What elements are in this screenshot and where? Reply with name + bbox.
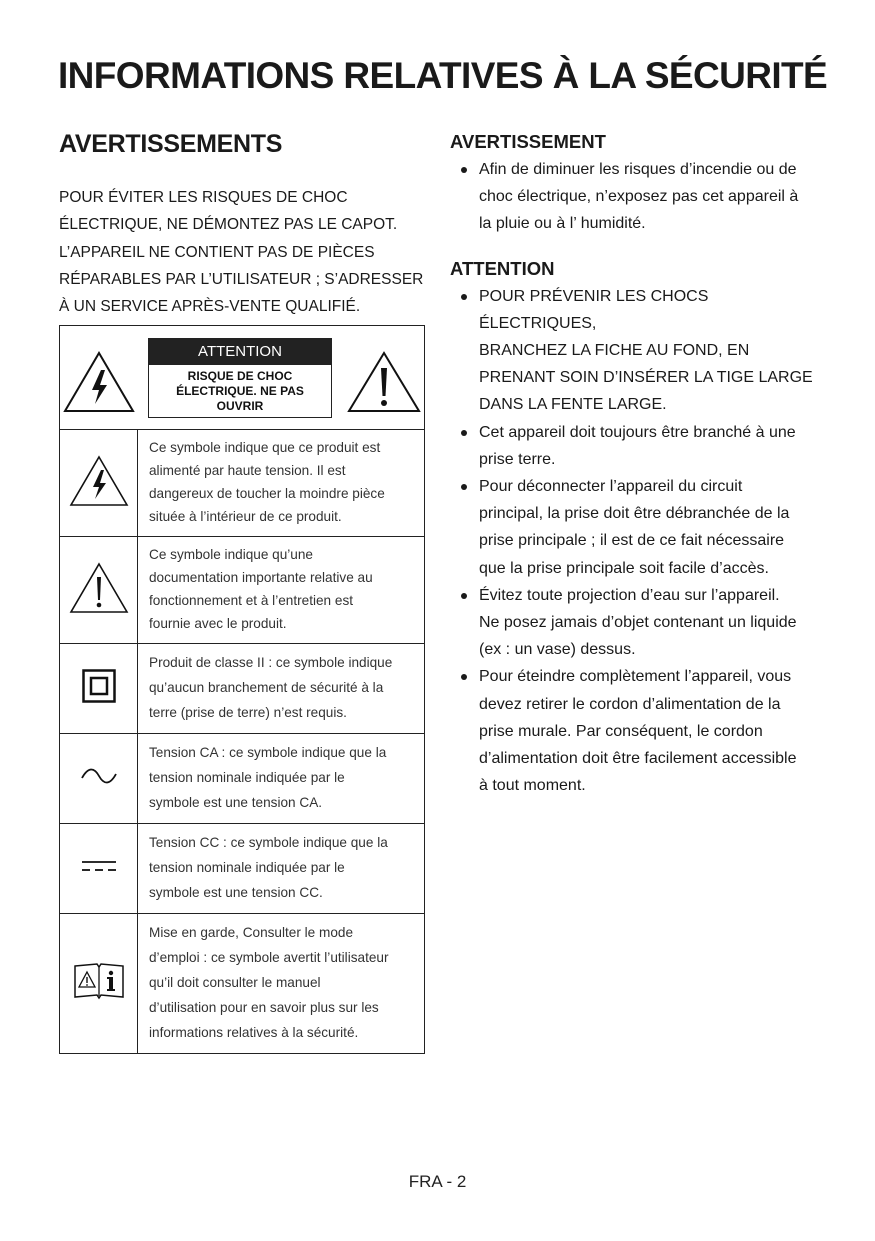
symbol-row bbox=[60, 537, 425, 644]
list-item bbox=[450, 283, 820, 419]
list-line: prise murale. Par conséquent, le cordon bbox=[479, 722, 763, 740]
symbol-row bbox=[60, 914, 425, 1054]
lightning-triangle-icon bbox=[62, 350, 136, 414]
attention-list bbox=[450, 283, 820, 800]
symbol-description bbox=[138, 734, 425, 824]
list-line: Afin de diminuer les risques d’incendie ou de bbox=[479, 161, 797, 178]
symbol-cell bbox=[60, 644, 138, 734]
list-item bbox=[450, 663, 820, 799]
double-square-icon bbox=[82, 669, 116, 703]
warning-line: POUR ÉVITER LES RISQUES DE CHOC bbox=[59, 189, 348, 206]
description-line: alimenté par haute tension. Il est bbox=[149, 463, 346, 478]
symbol-row bbox=[60, 644, 425, 734]
description-line: qu’aucun branchement de sécurité à la bbox=[149, 680, 384, 695]
description-line: informations relatives à la sécurité. bbox=[149, 1025, 359, 1040]
list-item bbox=[450, 419, 820, 473]
manual-book-icon bbox=[73, 962, 125, 1000]
symbol-row bbox=[60, 824, 425, 914]
page-title: INFORMATIONS RELATIVES À LA SÉCURITÉ bbox=[58, 55, 828, 96]
caution-label-title: ATTENTION bbox=[149, 339, 331, 365]
page-number: FRA - 2 bbox=[408, 1172, 467, 1191]
symbol-cell bbox=[60, 824, 138, 914]
list-line: Évitez toute projection d’eau sur l’appareil. bbox=[479, 586, 780, 604]
list-item bbox=[450, 582, 820, 664]
symbol-description bbox=[138, 824, 425, 914]
exclamation-triangle-icon bbox=[346, 350, 422, 414]
list-line: PRENANT SOIN D’INSÉRER LA TIGE LARGE bbox=[479, 369, 813, 387]
description-line: fonctionnement et à l’entretien est bbox=[149, 593, 354, 608]
description-line: documentation importante relative au bbox=[149, 570, 373, 585]
list-line: Pour éteindre complètement l’appareil, vous bbox=[479, 668, 792, 686]
symbol-row bbox=[60, 734, 425, 824]
list-line: prise principale ; il est de ce fait nécessaire bbox=[479, 532, 785, 550]
list-line: d’alimentation doit être facilement accessible bbox=[479, 750, 797, 768]
list-line: Pour déconnecter l’appareil du circuit bbox=[479, 478, 743, 496]
symbol-row bbox=[60, 430, 425, 537]
description-line: Produit de classe II : ce symbole indique bbox=[149, 655, 393, 670]
description-line: d’utilisation pour en savoir plus sur les bbox=[149, 1000, 379, 1015]
symbol-description bbox=[138, 537, 425, 644]
description-line: tension nominale indiquée par le bbox=[149, 770, 345, 785]
list-line: la pluie ou à l’ humidité. bbox=[479, 215, 646, 233]
warning-list bbox=[450, 156, 820, 238]
description-line: d’emploi : ce symbole avertit l’utilisateur bbox=[149, 950, 389, 965]
list-line: prise terre. bbox=[479, 450, 556, 468]
list-line: à tout moment. bbox=[479, 777, 586, 795]
dc-lines-icon bbox=[81, 858, 117, 874]
list-line: choc électrique, n’exposez pas cet appareil à bbox=[479, 188, 799, 206]
list-line: principal, la prise doit être débranchée de la bbox=[479, 505, 790, 523]
description-line: Ce symbole indique que ce produit est bbox=[149, 440, 381, 455]
symbol-cell bbox=[60, 914, 138, 1054]
right-column bbox=[450, 128, 820, 799]
warning-line: ÉLECTRIQUE, NE DÉMONTEZ PAS LE CAPOT. bbox=[59, 216, 398, 234]
exclamation-triangle-icon bbox=[68, 561, 130, 615]
description-line: dangereux de toucher la moindre pièce bbox=[149, 486, 385, 501]
caution-label-line: RISQUE DE CHOC bbox=[187, 369, 293, 383]
caution-label-line: OUVRIR bbox=[216, 399, 264, 413]
ac-wave-icon bbox=[80, 767, 118, 785]
list-line: Cet appareil doit toujours être branché à une bbox=[479, 423, 796, 441]
description-line: qu’il doit consulter le manuel bbox=[149, 975, 321, 990]
description-line: Tension CA : ce symbole indique que la bbox=[149, 745, 387, 760]
list-item bbox=[450, 473, 820, 582]
list-line: Ne posez jamais d’objet contenant un liquide bbox=[479, 614, 797, 632]
list-line: DANS LA FENTE LARGE. bbox=[479, 396, 667, 414]
description-line: située à l’intérieur de ce produit. bbox=[149, 509, 342, 524]
symbol-description bbox=[138, 430, 425, 537]
description-line: tension nominale indiquée par le bbox=[149, 860, 345, 875]
warnings-section bbox=[59, 126, 427, 320]
warning-heading: AVERTISSEMENT bbox=[450, 131, 606, 152]
list-line: (ex : un vase) dessus. bbox=[479, 641, 636, 659]
symbol-cell bbox=[60, 537, 138, 644]
warning-line: À UN SERVICE APRÈS-VENTE QUALIFIÉ. bbox=[59, 298, 361, 316]
attention-heading: ATTENTION bbox=[450, 257, 555, 279]
warnings-heading: AVERTISSEMENTS bbox=[59, 130, 283, 158]
list-line: POUR PRÉVENIR LES CHOCS ÉLECTRIQUES, bbox=[479, 287, 709, 332]
symbol-cell bbox=[60, 430, 138, 537]
caution-label bbox=[148, 338, 332, 418]
list-line: BRANCHEZ LA FICHE AU FOND, EN bbox=[479, 342, 750, 360]
warning-paragraph bbox=[59, 184, 427, 320]
list-line: que la prise principale soit facile d’accès. bbox=[479, 559, 769, 577]
description-line: Mise en garde, Consulter le mode bbox=[149, 925, 354, 940]
description-line: terre (prise de terre) n’est requis. bbox=[149, 705, 347, 720]
description-line: symbole est une tension CC. bbox=[149, 885, 323, 900]
description-line: Ce symbole indique qu’une bbox=[149, 547, 313, 562]
description-line: Tension CC : ce symbole indique que la bbox=[149, 835, 388, 850]
list-line: devez retirer le cordon d’alimentation de la bbox=[479, 695, 781, 713]
caution-label-line: ÉLECTRIQUE. NE PAS bbox=[176, 384, 304, 398]
symbol-description bbox=[138, 914, 425, 1054]
caution-label-row bbox=[60, 326, 425, 430]
warning-line: L’APPAREIL NE CONTIENT PAS DE PIÈCES bbox=[59, 243, 375, 261]
description-line: fournie avec le produit. bbox=[149, 616, 287, 631]
description-line: symbole est une tension CA. bbox=[149, 795, 323, 810]
lightning-triangle-icon bbox=[68, 454, 130, 508]
safety-symbols-table bbox=[59, 325, 425, 1054]
warning-line: RÉPARABLES PAR L’UTILISATEUR ; S’ADRESSER bbox=[59, 270, 424, 288]
symbol-cell bbox=[60, 734, 138, 824]
symbol-description bbox=[138, 644, 425, 734]
list-item bbox=[450, 156, 820, 238]
caution-label-text bbox=[149, 365, 331, 417]
caution-label-cell bbox=[60, 326, 425, 430]
